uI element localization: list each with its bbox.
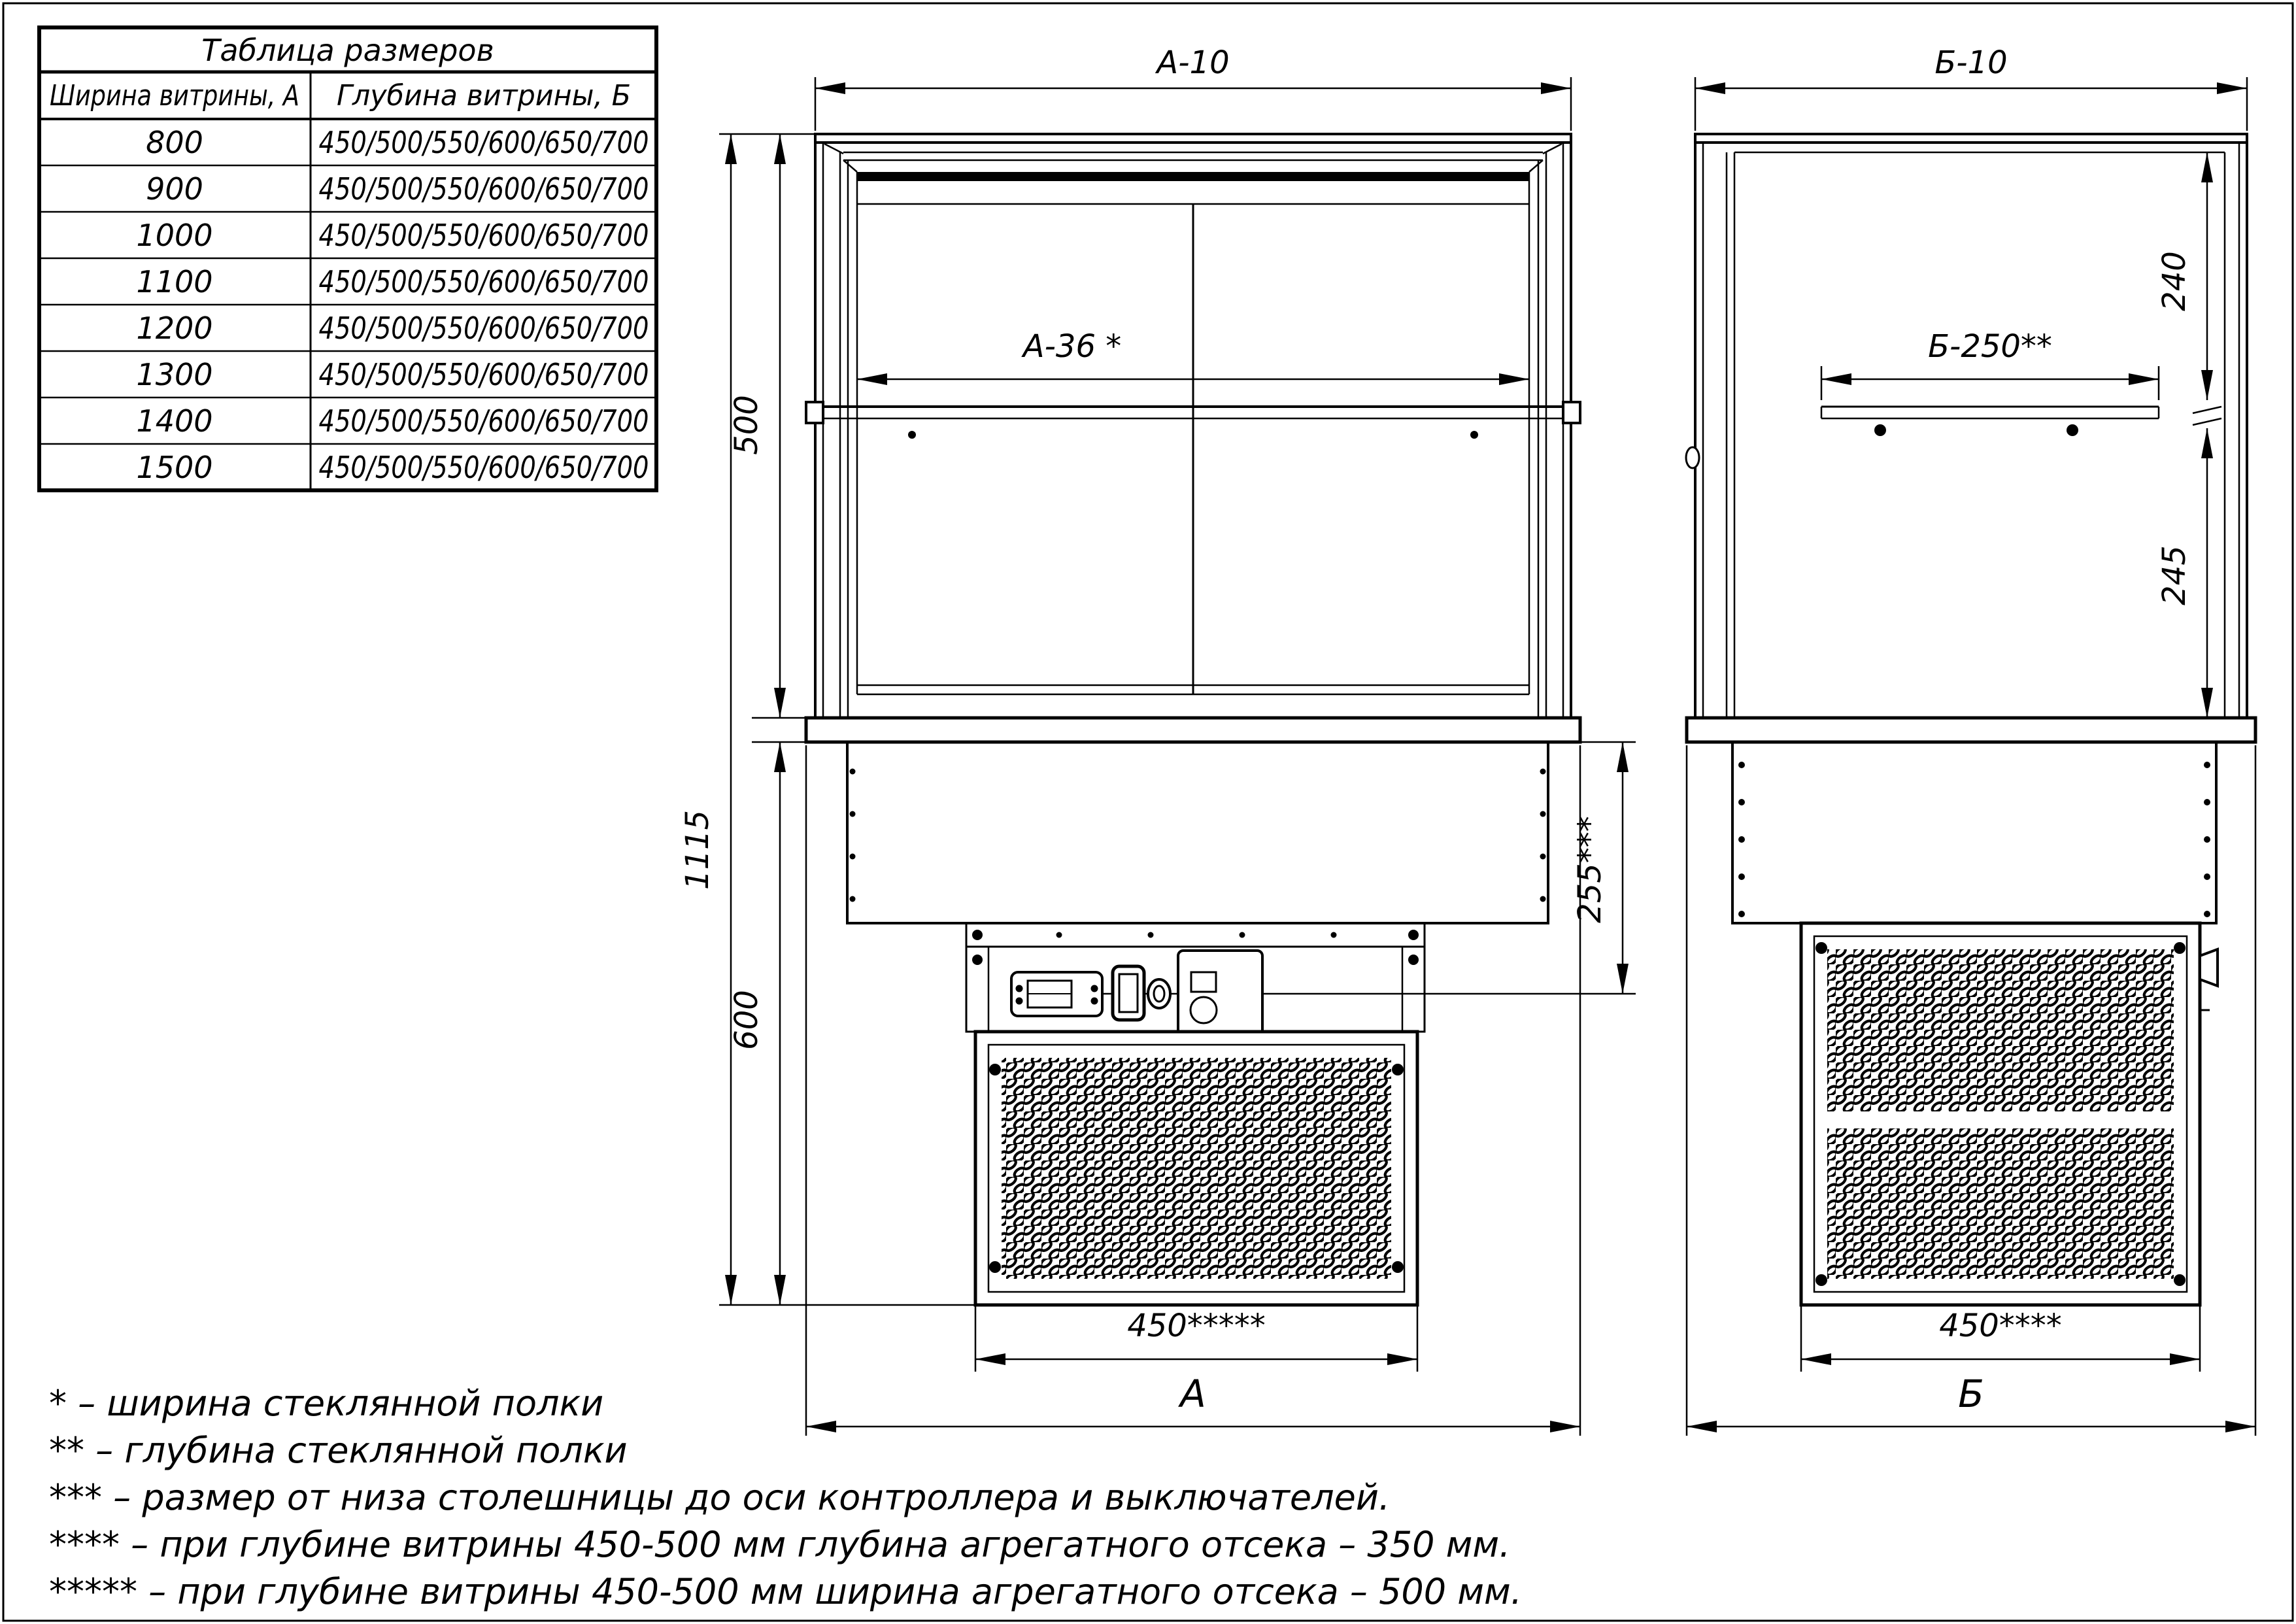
svg-text:450/500/550/600/650/700: 450/500/550/600/650/700: [318, 403, 649, 439]
perforation: [1002, 1058, 1391, 1279]
svg-text:450/500/550/600/650/700: 450/500/550/600/650/700: [318, 311, 649, 346]
svg-text:800: 800: [146, 125, 203, 160]
grille-bolt: [2174, 942, 2186, 954]
dim-500: 500: [728, 395, 765, 455]
dim-450-front: 450*****: [1127, 1308, 1266, 1344]
footnote-1: * – ширина стеклянной полки: [49, 1383, 604, 1424]
table-title: Таблица размеров: [201, 33, 494, 68]
grille-bolt: [1815, 942, 1827, 954]
grille-bolt: [2174, 1274, 2186, 1286]
grille-bolt: [1392, 1261, 1404, 1273]
rocker-switch: [1113, 966, 1144, 1020]
countertop: [806, 718, 1580, 742]
svg-text:900: 900: [146, 171, 203, 207]
dim-a: А: [1180, 1372, 1206, 1416]
square-indicator: [1191, 972, 1216, 992]
controller-button: [1091, 998, 1098, 1005]
dim-240: 240: [2156, 251, 2193, 311]
svg-text:450/500/550/600/650/700: 450/500/550/600/650/700: [318, 125, 649, 160]
shelf-end-cap: [1563, 402, 1580, 423]
grille-bolt: [989, 1261, 1001, 1273]
dim-450-side: 450****: [1939, 1308, 2062, 1344]
door-handle: [1686, 447, 1699, 468]
controller-button: [1016, 998, 1023, 1005]
shelf-bolt: [2067, 424, 2078, 436]
grille-bolt: [989, 1064, 1001, 1075]
svg-text:450/500/550/600/650/700: 450/500/550/600/650/700: [318, 357, 649, 392]
dim-b: Б: [1958, 1372, 1984, 1416]
switch-panel: [1178, 951, 1262, 1038]
svg-text:1300: 1300: [136, 357, 213, 392]
controller-button: [1016, 985, 1023, 992]
latch: [2200, 949, 2218, 986]
controller-display: [1011, 972, 1102, 1016]
shelf-bolt: [1874, 424, 1886, 436]
table-col1-header: Ширина витрины, А: [50, 79, 299, 112]
dim-255: 255***: [1572, 816, 1608, 923]
front-grille: [975, 1032, 1417, 1305]
round-button: [1190, 997, 1217, 1023]
perforation-lower: [1827, 1128, 2174, 1279]
footnote-4: **** – при глубине витрины 450-500 мм глубина агрегатного отсека – 350 мм.: [49, 1524, 1511, 1565]
shelf-end-cap: [806, 402, 823, 423]
top-transom-strip: [857, 172, 1529, 181]
svg-text:450/500/550/600/650/700: 450/500/550/600/650/700: [318, 450, 649, 485]
dim-245: 245: [2156, 545, 2193, 605]
shelf-screw: [908, 431, 916, 439]
dim-600: 600: [728, 990, 765, 1050]
grille-bolt: [1392, 1064, 1404, 1075]
svg-text:450/500/550/600/650/700: 450/500/550/600/650/700: [318, 264, 649, 299]
dim-1115: 1115: [679, 809, 716, 890]
table-col2-header: Глубина витрины, Б: [337, 79, 631, 112]
svg-text:450/500/550/600/650/700: 450/500/550/600/650/700: [318, 171, 649, 207]
footnote-3: *** – размер от низа столешницы до оси контроллера и выключателей.: [49, 1477, 1391, 1518]
side-grille: [1801, 923, 2218, 1305]
svg-text:1000: 1000: [136, 218, 213, 253]
dim-a10: А-10: [1156, 44, 1230, 81]
svg-text:450/500/550/600/650/700: 450/500/550/600/650/700: [318, 218, 649, 253]
controller-button: [1091, 985, 1098, 992]
round-indicator: [1148, 979, 1170, 1008]
svg-text:1100: 1100: [136, 264, 213, 299]
shelf-screw: [1470, 431, 1478, 439]
svg-text:1400: 1400: [136, 403, 213, 439]
dim-a36: А-36 *: [1022, 328, 1122, 365]
grille-bolt: [1815, 1274, 1827, 1286]
svg-text:1200: 1200: [136, 311, 213, 346]
perforation-upper: [1827, 949, 2174, 1111]
dim-b10: Б-10: [1934, 44, 2008, 81]
svg-text:1500: 1500: [136, 450, 213, 485]
countertop-side: [1687, 718, 2255, 742]
dim-b250: Б-250**: [1928, 328, 2052, 365]
footnote-2: ** – глубина стеклянной полки: [49, 1430, 628, 1471]
footnote-5: ***** – при глубине витрины 450-500 мм ширина агрегатного отсека – 500 мм.: [49, 1571, 1522, 1612]
